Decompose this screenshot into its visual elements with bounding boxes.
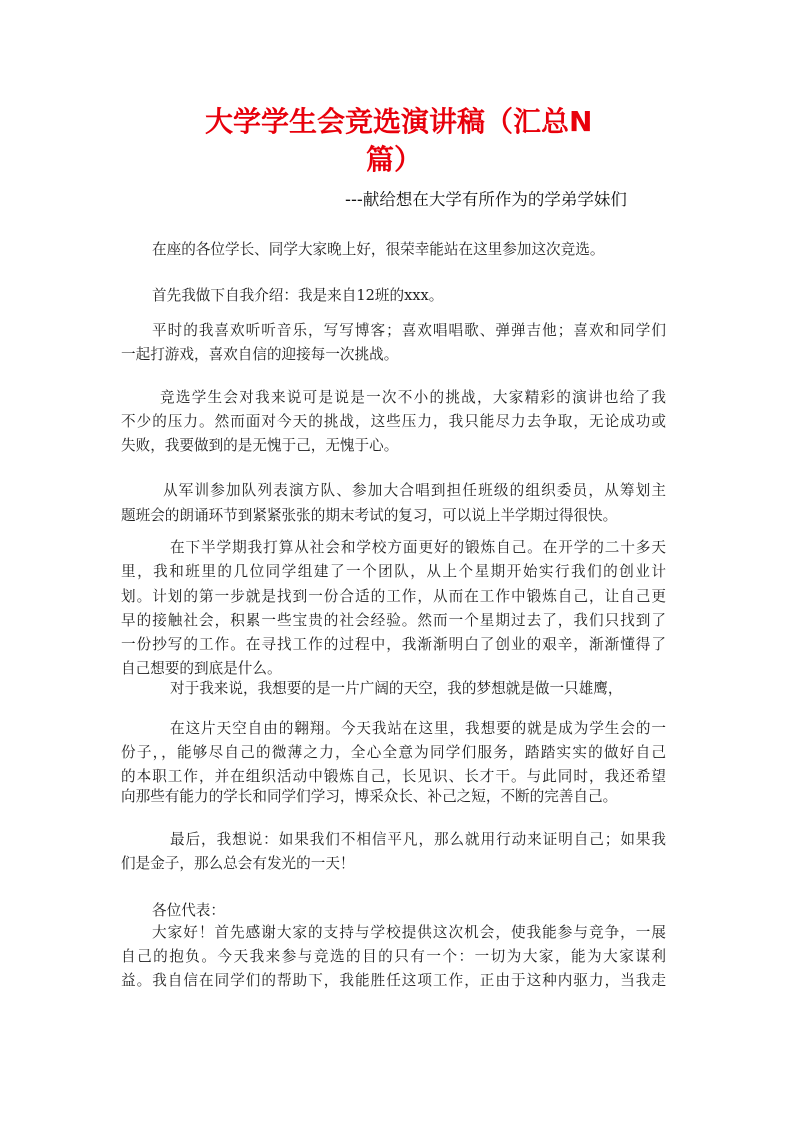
paragraph-line: 份子，，能够尽自己的微薄之力，全心全意为同学们服务，踏踏实实的做好自己: [121, 744, 666, 761]
paragraph-line: 各位代表：: [152, 902, 225, 919]
paragraph-line: 从军训参加队列表演方队、参加大合唱到担任班级的组织委员，从筹划主: [163, 482, 666, 499]
paragraph-line: 一份抄写的工作。在寻找工作的过程中，我渐渐明白了创业的艰辛，渐渐懂得了: [121, 636, 666, 653]
paragraph-line: 在座的各位学长、同学大家晚上好，很荣幸能站在这里参加这次竞选。: [152, 241, 605, 258]
paragraph-line: 平时的我喜欢听听音乐，写写博客；喜欢唱唱歌、弹弹吉他；喜欢和同学们: [152, 322, 666, 339]
paragraph-line: 最后，我想说：如果我们不相信平凡，那么就用行动来证明自己；如果我: [170, 831, 666, 848]
document-subtitle: ---献给想在大学有所作为的学弟学妹们: [345, 190, 627, 209]
paragraph-line: 对于我来说，我想要的是一片广阔的天空，我的梦想就是做一只雄鹰，: [170, 680, 623, 697]
paragraph-line: 早的接触社会，积累一些宝贵的社会经验。然而一个星期过去了，我们只找到了: [121, 612, 666, 629]
document-title-line-2: 篇）: [366, 143, 423, 176]
paragraph-line: 们是金子，那么总会有发光的一天！: [121, 855, 355, 872]
document-title-line-1: 大学学生会竞选演讲稿（汇总N: [205, 105, 593, 138]
paragraph-line: 不少的压力。然而面对今天的挑战，这些压力，我只能尽力去争取，无论成功或: [121, 413, 666, 430]
paragraph-line: 首先我做下自我介绍：我是来自12班的xxx。: [152, 287, 444, 304]
paragraph-line: 里，我和班里的几位同学组建了一个团队，从上个星期开始实行我们的创业计: [121, 563, 666, 580]
paragraph-line: 题班会的朗诵环节到紧紧张张的期末考试的复习，可以说上半学期过得很快。: [121, 507, 618, 524]
paragraph-line: 划。计划的第一步就是找到一份合适的工作，从而在工作中锻炼自己，让自己更: [121, 588, 666, 605]
paragraph-line: 益。我自信在同学们的帮助下，我能胜任这项工作，正由于这种内驱力，当我走: [121, 972, 666, 989]
paragraph-line: 大家好！首先感谢大家的支持与学校提供这次机会，使我能参与竞争，一展: [152, 924, 666, 941]
paragraph-line: 向那些有能力的学长和同学们学习，博采众长、补己之短，不断的完善自己。: [121, 788, 618, 805]
paragraph-line: 失败，我要做到的是无愧于己，无愧于心。: [121, 437, 399, 454]
paragraph-line: 竞选学生会对我来说可是说是一次不小的挑战，大家精彩的演讲也给了我: [160, 389, 666, 406]
paragraph-line: 一起打游戏，喜欢自信的迎接每一次挑战。: [121, 346, 399, 363]
paragraph-line: 在这片天空自由的翱翔。今天我站在这里，我想要的就是成为学生会的一: [170, 720, 666, 737]
paragraph-line: 在下半学期我打算从社会和学校方面更好的锻炼自己。在开学的二十多天: [170, 539, 666, 556]
paragraph-line: 自己的抱负。今天我来参与竞选的目的只有一个：一切为大家，能为大家谋利: [121, 948, 666, 965]
paragraph-line: 自己想要的到底是什么。: [121, 660, 282, 677]
paragraph-line: 的本职工作，并在组织活动中锻炼自己，长见识、长才干。与此同时，我还希望: [121, 768, 666, 785]
